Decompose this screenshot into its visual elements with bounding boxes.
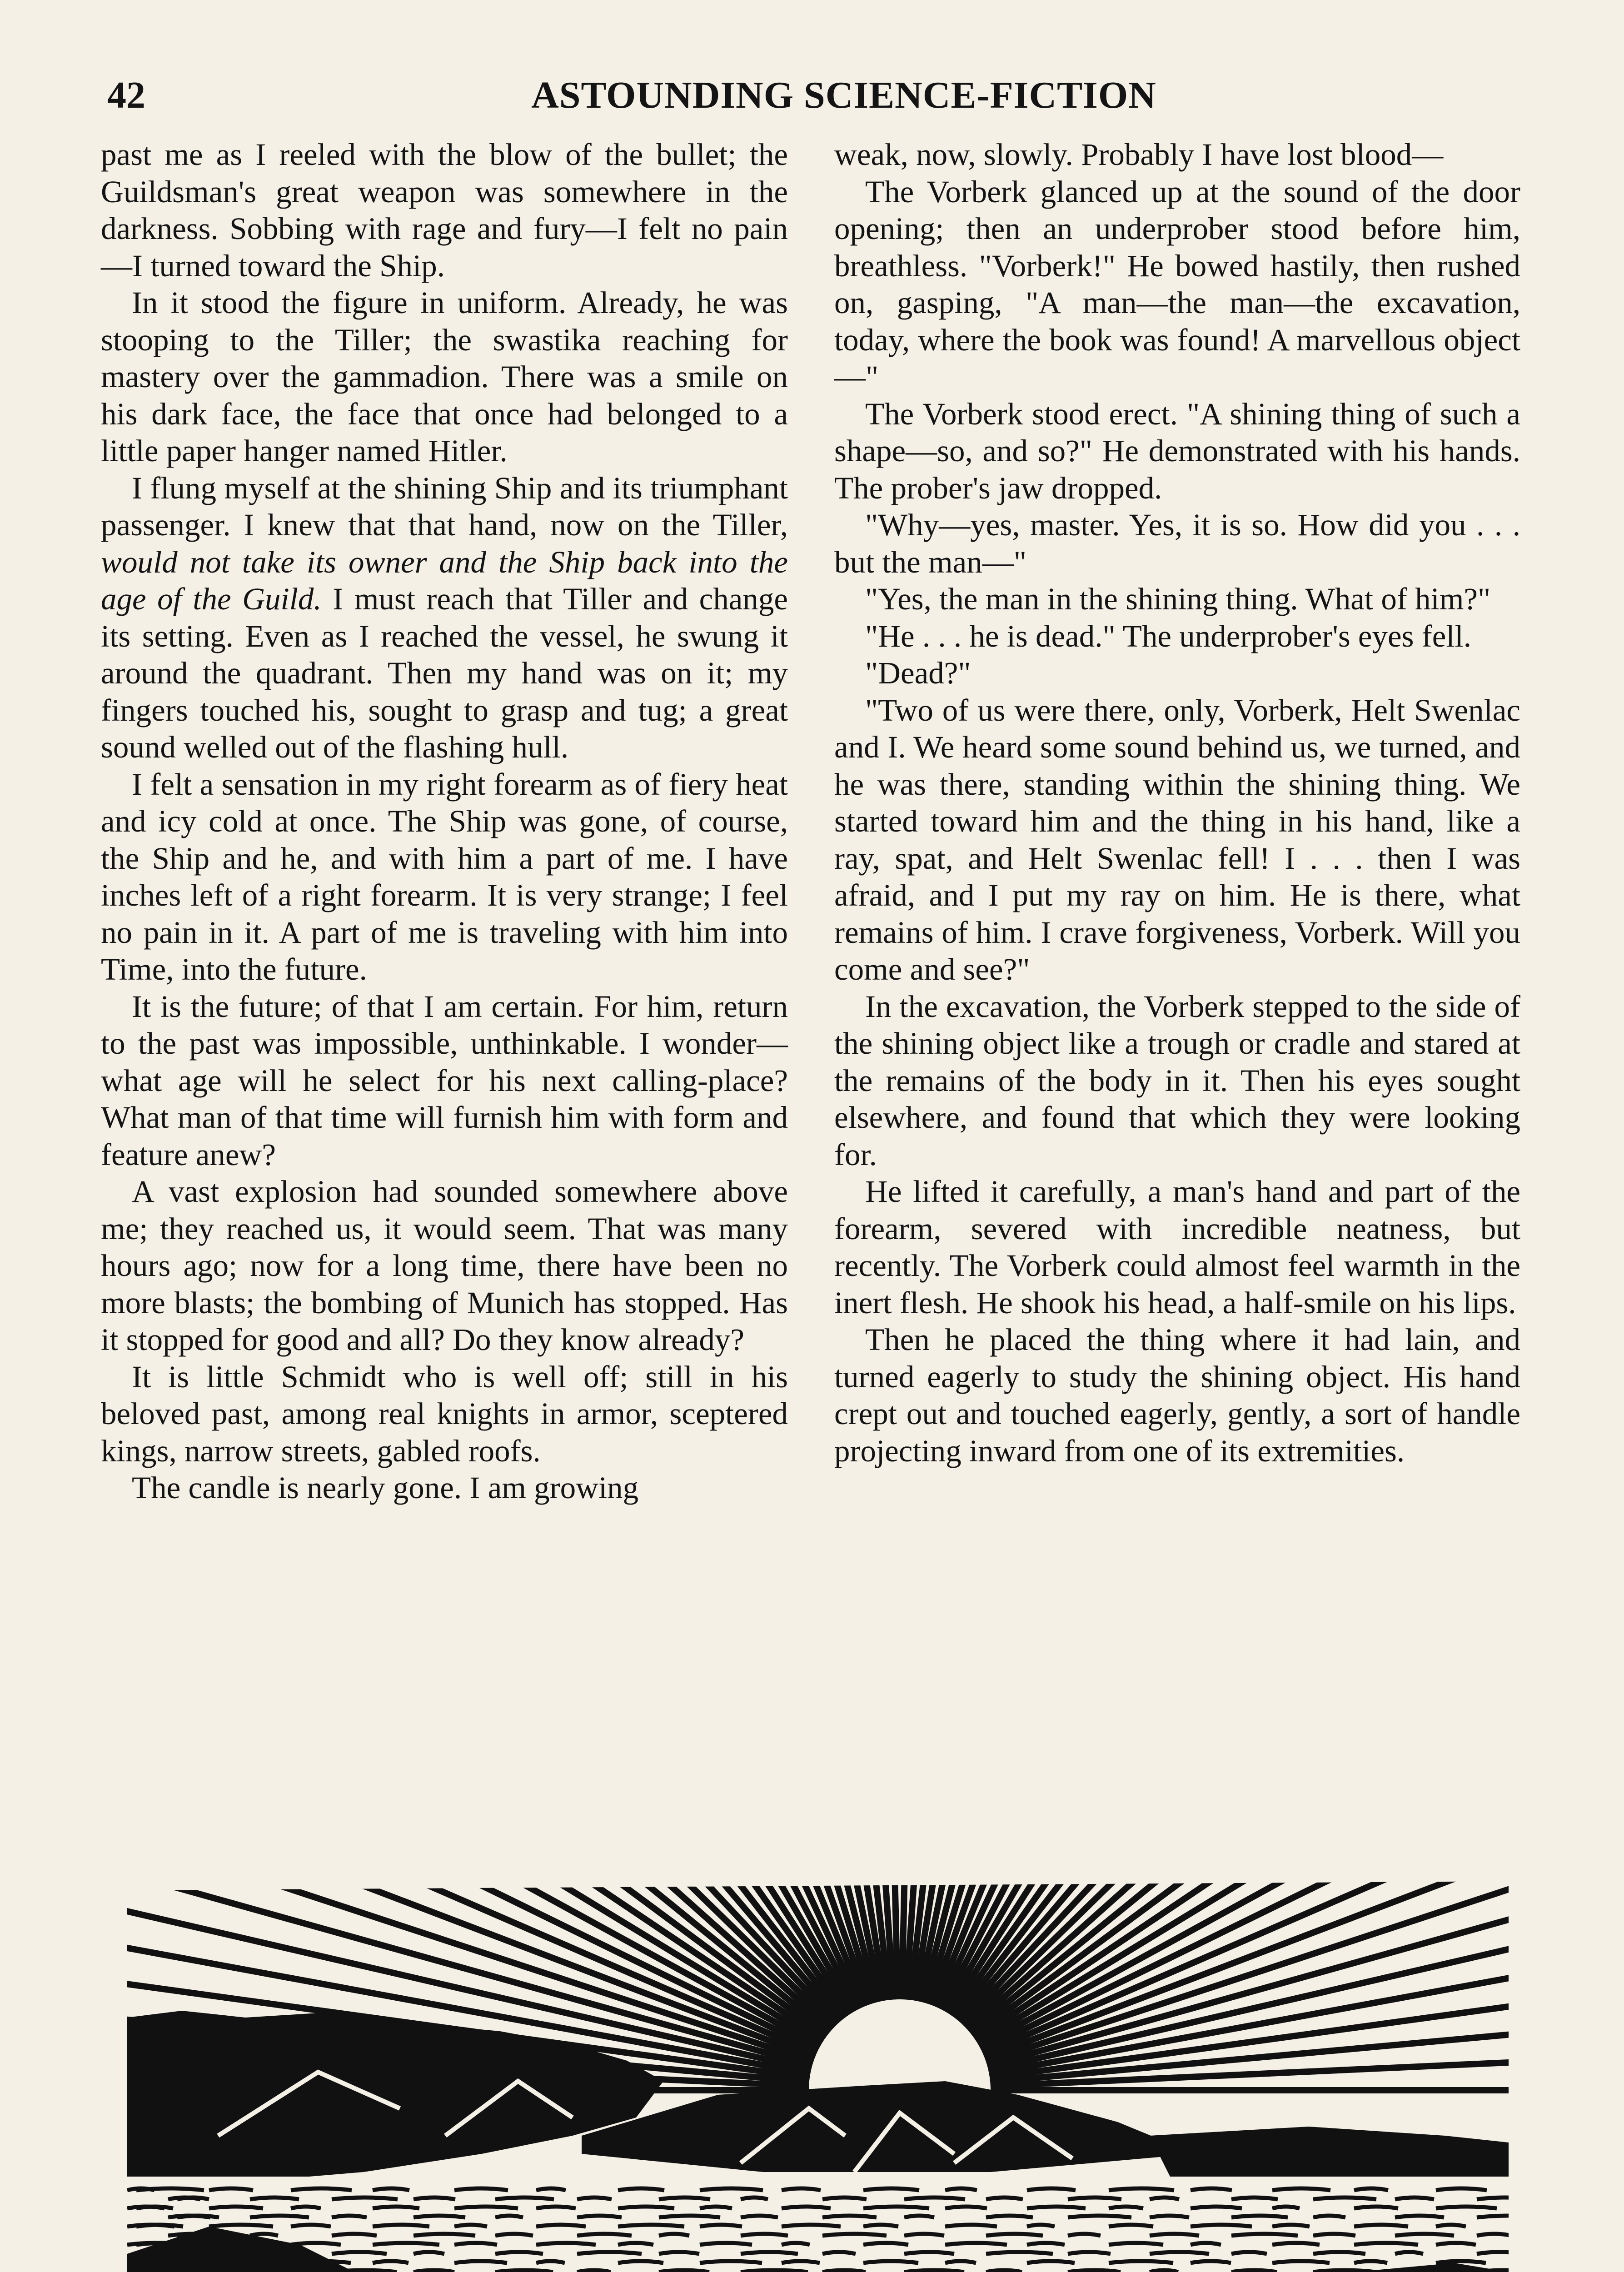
wave-stroke — [373, 2207, 419, 2208]
wave-stroke — [1027, 2243, 1065, 2245]
wave-stroke — [536, 2225, 586, 2227]
wave-stroke — [700, 2225, 742, 2227]
wave-stroke — [945, 2243, 1007, 2245]
paragraph: "Why—yes, master. Yes, it is so. How did you . . . but the man—" — [834, 508, 1520, 579]
wave-stroke — [495, 2216, 523, 2217]
paragraph: It is little Schmidt who is well off; still in his beloved past, among real knights in armor, sceptered kings, narrow streets, gabled roofs. — [101, 1359, 788, 1468]
wave-stroke — [1477, 2197, 1509, 2199]
wave-stroke — [1477, 2216, 1509, 2217]
wave-stroke — [1477, 2252, 1509, 2254]
wave-stroke — [454, 2243, 497, 2245]
wave-stroke — [136, 2188, 204, 2190]
wave-stroke — [1068, 2197, 1121, 2199]
wave-stroke — [413, 2252, 444, 2254]
wave-stroke — [1231, 2197, 1278, 2199]
paragraph — [101, 470, 788, 766]
wave-stroke — [209, 2188, 253, 2190]
paragraph: "He . . . he is dead." The underprober's eyes fell. — [865, 618, 1471, 653]
wave-stroke — [1436, 2225, 1466, 2227]
wave-stroke — [782, 2243, 810, 2245]
wave-stroke — [136, 2225, 183, 2227]
wave-stroke — [1191, 2207, 1242, 2208]
wave-stroke — [1395, 2216, 1444, 2217]
wave-stroke — [454, 2225, 487, 2227]
wave-stroke — [332, 2234, 377, 2236]
wave-stroke — [1395, 2197, 1434, 2199]
wave-stroke — [986, 2216, 1033, 2217]
wave-stroke — [904, 2234, 944, 2236]
wave-stroke — [1068, 2270, 1121, 2272]
wave-stroke — [373, 2188, 409, 2190]
left-column — [101, 136, 788, 1507]
wave-stroke — [1150, 2216, 1189, 2217]
wave-stroke — [782, 2225, 841, 2227]
wave-stroke — [659, 2197, 710, 2199]
wave-stroke — [1231, 2252, 1267, 2254]
wave-stroke — [904, 2216, 934, 2217]
paragraph: The Vorberk glanced up at the sound of the door opening; then an underprober stood before him, breathless. "Vorberk!" He bowed hastily, then rushed on, gasping, "A man—the man—the excavation, today, where the book was found! A marvellous object—" — [834, 174, 1520, 394]
wave-stroke — [1068, 2252, 1111, 2254]
wave-stroke — [332, 2216, 367, 2217]
paragraph: "Dead?" — [865, 656, 971, 690]
wave-stroke — [1150, 2197, 1179, 2199]
wave-stroke — [332, 2252, 387, 2254]
paragraph: In it stood the figure in uniform. Already, he was stooping to the Tiller; the swastika reaching for mastery over the gammadion. There was a smile on his dark face, the face that once had belonged to a little paper hanger named Hitler. — [101, 285, 788, 468]
wave-stroke — [1109, 2188, 1174, 2190]
paragraph: weak, now, slowly. Probably I have lost blood— — [834, 137, 1444, 172]
wave-stroke — [1436, 2188, 1487, 2190]
wave-stroke — [1231, 2270, 1277, 2272]
wave-stroke — [536, 2243, 596, 2245]
paragraph: past me as I reeled with the blow of the bullet; the Guildsman's great weapon was somewhere in the darkness. Sobbing with rage and fury—I felt no pain—I turned toward the Ship. — [101, 137, 788, 283]
wave-stroke — [1313, 2216, 1345, 2217]
wave-stroke — [618, 2243, 653, 2245]
wave-stroke — [863, 2261, 918, 2263]
wave-stroke — [782, 2188, 821, 2190]
paragraph-text: I must reach that Tiller and change its setting. Even as I reached the vessel, he swung it around the quadrant. Then my hand was on it; my fingers touched his, sought to grasp and tug; a great sound welled out of the flashing hull. — [101, 582, 788, 764]
wave-stroke — [413, 2234, 475, 2236]
wave-stroke — [618, 2207, 674, 2208]
wave-stroke — [945, 2261, 976, 2263]
wave-stroke — [1191, 2261, 1231, 2263]
wave-stroke — [1272, 2261, 1330, 2263]
wave-stroke — [413, 2216, 465, 2217]
wave-stroke — [659, 2252, 699, 2254]
wave-stroke — [291, 2207, 321, 2208]
paragraph: In the excavation, the Vorberk stepped to the side of the shining object like a trough or cradle and stared at the remains of the body in it. Then his eyes sought elsewhere, and found that which they were looking for. — [834, 989, 1520, 1172]
wave-stroke — [454, 2261, 507, 2263]
wave-stroke — [1272, 2243, 1320, 2245]
wave-stroke — [659, 2216, 720, 2217]
wave-stroke — [373, 2261, 408, 2263]
wave-stroke — [904, 2197, 965, 2199]
wave-stroke — [413, 2270, 454, 2272]
wave-stroke — [495, 2234, 533, 2236]
wave-stroke — [863, 2243, 908, 2245]
wave-stroke — [945, 2225, 997, 2227]
wave-stroke — [1354, 2261, 1387, 2263]
wave-stroke — [1313, 2234, 1355, 2236]
wave-stroke — [822, 2197, 867, 2199]
wave-stroke — [1150, 2270, 1178, 2272]
wave-stroke — [1436, 2207, 1497, 2208]
wave-stroke — [945, 2207, 987, 2208]
wave-stroke — [454, 2207, 518, 2208]
running-title: ASTOUNDING SCIENCE-FICTION — [531, 74, 1156, 116]
wave-stroke — [209, 2225, 273, 2227]
wave-stroke — [741, 2270, 808, 2272]
italic-text: would not take its owner and the Ship back into the age of the Guild. — [101, 544, 788, 616]
wave-stroke — [1313, 2252, 1365, 2254]
paragraph: It is the future; of that I am certain. For him, return to the past was impossible, unthinkable. I wonder—what age will he select for his next calling-place? What man of that time will furnish him with form and feature anew? — [101, 989, 788, 1172]
wave-stroke — [495, 2270, 553, 2272]
wave-stroke — [700, 2261, 762, 2263]
wave-stroke — [1191, 2243, 1221, 2245]
wave-stroke — [1150, 2234, 1199, 2236]
wave-stroke — [863, 2207, 929, 2208]
wave-stroke — [291, 2225, 331, 2227]
wave-stroke — [618, 2225, 684, 2227]
paragraph: "Two of us were there, only, Vorberk, Helt Swenlac and I. We heard some sound behind us, we turned, and he was there, standing within the shining thing. We started toward him and the thing in his hand, like a ray, spat, and Helt Swenlac fell! I . . . then I was afraid, and I put my ray on him. He is there, what remains of him. I crave forgiveness, Vorberk. Will you come and see?" — [834, 693, 1520, 987]
wave-stroke — [1436, 2243, 1476, 2245]
wave-stroke — [659, 2234, 689, 2236]
paragraph: I felt a sensation in my right forearm as of fiery heat and icy cold at once. The Ship was gone, of course, the Ship and he, and with him a part of me. I have inches left of a right forearm. It is very strange; I feel no pain in it. A part of me is traveling with him into Time, into the future. — [101, 767, 788, 987]
paragraph-text: I flung myself at the shining Ship and its triumphant passenger. I knew that that hand, now on the Tiller, — [101, 470, 788, 542]
wave-stroke — [1272, 2225, 1310, 2227]
wave-stroke — [1477, 2234, 1509, 2236]
wave-stroke — [700, 2207, 732, 2208]
wave-stroke — [1027, 2261, 1075, 2263]
wave-stroke — [1436, 2261, 1486, 2263]
wave-stroke — [700, 2188, 763, 2190]
wave-stroke — [1109, 2225, 1153, 2227]
wave-stroke — [536, 2207, 576, 2208]
wave-stroke — [904, 2252, 954, 2254]
wave-stroke — [250, 2197, 299, 2199]
paragraph: The Vorberk stood erect. "A shining thing of such a shape—so, and so?" He demonstrated with his hands. The prober's jaw dropped. — [834, 396, 1520, 505]
wave-stroke — [1395, 2252, 1423, 2254]
wave-stroke — [1272, 2207, 1300, 2208]
wave-stroke — [1109, 2243, 1163, 2245]
wave-stroke — [1313, 2197, 1376, 2199]
wave-stroke — [986, 2270, 1022, 2272]
wave-stroke — [1068, 2234, 1101, 2236]
paragraph: The candle is nearly gone. I am growing — [132, 1470, 639, 1505]
wave-stroke — [1354, 2188, 1388, 2190]
wave-stroke — [1150, 2252, 1209, 2254]
wave-stroke — [986, 2234, 1043, 2236]
wave-stroke — [373, 2243, 439, 2245]
wave-stroke — [177, 2197, 209, 2199]
wave-stroke — [536, 2188, 566, 2190]
wave-stroke — [1027, 2188, 1076, 2190]
wave-stroke — [904, 2270, 964, 2272]
wave-stroke — [1354, 2225, 1408, 2227]
wave-stroke — [332, 2197, 398, 2199]
wave-stroke — [986, 2197, 1023, 2199]
paragraph: He lifted it carefully, a man's hand and part of the forearm, severed with incredible neatness, but recently. The Vorberk could almost feel warmth in the inert flesh. He shook his head, a half-smile on his lips. — [834, 1174, 1520, 1320]
wave-stroke — [1354, 2243, 1418, 2245]
wave-stroke — [741, 2234, 788, 2236]
wave-stroke — [177, 2216, 219, 2217]
wave-stroke — [577, 2270, 611, 2272]
wave-stroke — [863, 2188, 919, 2190]
wave-stroke — [209, 2207, 263, 2208]
wave-stroke — [945, 2188, 977, 2190]
wave-stroke — [1231, 2216, 1288, 2217]
paragraph: A vast explosion had sounded somewhere above me; they reached us, it would seem. That was many hours ago; now for a long time, there have been no more blasts; the bombing of Munich has stopped. Has it stopped for good and all? Do they know already? — [101, 1174, 788, 1357]
wave-stroke — [250, 2234, 278, 2236]
wave-stroke — [1109, 2207, 1143, 2208]
wave-stroke — [1272, 2188, 1330, 2190]
wave-stroke — [741, 2197, 768, 2199]
wave-stroke — [782, 2261, 820, 2263]
wave-stroke — [659, 2270, 709, 2272]
wave-stroke — [863, 2225, 898, 2227]
wave-stroke — [250, 2216, 309, 2217]
wave-stroke — [373, 2225, 429, 2227]
wave-stroke — [1027, 2207, 1086, 2208]
wave-stroke — [577, 2234, 632, 2236]
wave-stroke — [291, 2188, 352, 2190]
paragraph: "Yes, the man in the shining thing. What of him?" — [865, 582, 1491, 616]
wave-stroke — [700, 2243, 752, 2245]
wave-stroke — [822, 2270, 866, 2272]
wave-stroke — [618, 2188, 664, 2190]
wave-stroke — [741, 2216, 778, 2217]
page-number: 42 — [107, 74, 145, 116]
wave-stroke — [495, 2197, 554, 2199]
wave-stroke — [454, 2188, 508, 2190]
wave-stroke — [782, 2207, 831, 2208]
wave-stroke — [1027, 2225, 1055, 2227]
wave-stroke — [536, 2261, 565, 2263]
wave-stroke — [741, 2252, 798, 2254]
wave-stroke — [1231, 2234, 1298, 2236]
paragraph: Then he placed the thing where it had lain, and turned eagerly to study the shining object. His hand crept out and touched eagerly, gently, a sort of handle projecting inward from one of its extremities. — [834, 1322, 1520, 1468]
wave-stroke — [822, 2234, 887, 2236]
wave-stroke — [577, 2216, 622, 2217]
wave-stroke — [1109, 2261, 1173, 2263]
wave-stroke — [136, 2207, 173, 2208]
wave-stroke — [1191, 2188, 1232, 2190]
wave-stroke — [413, 2197, 455, 2199]
wave-stroke — [1395, 2234, 1454, 2236]
wave-stroke — [822, 2216, 877, 2217]
wave-stroke — [618, 2261, 663, 2263]
wave-stroke — [577, 2252, 642, 2254]
wave-stroke — [1191, 2225, 1252, 2227]
wave-stroke — [1068, 2216, 1131, 2217]
wave-stroke — [577, 2197, 612, 2199]
wave-stroke — [495, 2252, 543, 2254]
wave-stroke — [822, 2252, 856, 2254]
woodcut-illustration — [127, 1881, 1509, 2272]
wave-stroke — [986, 2252, 1053, 2254]
wave-stroke — [1354, 2207, 1398, 2208]
right-column — [834, 136, 1520, 1470]
